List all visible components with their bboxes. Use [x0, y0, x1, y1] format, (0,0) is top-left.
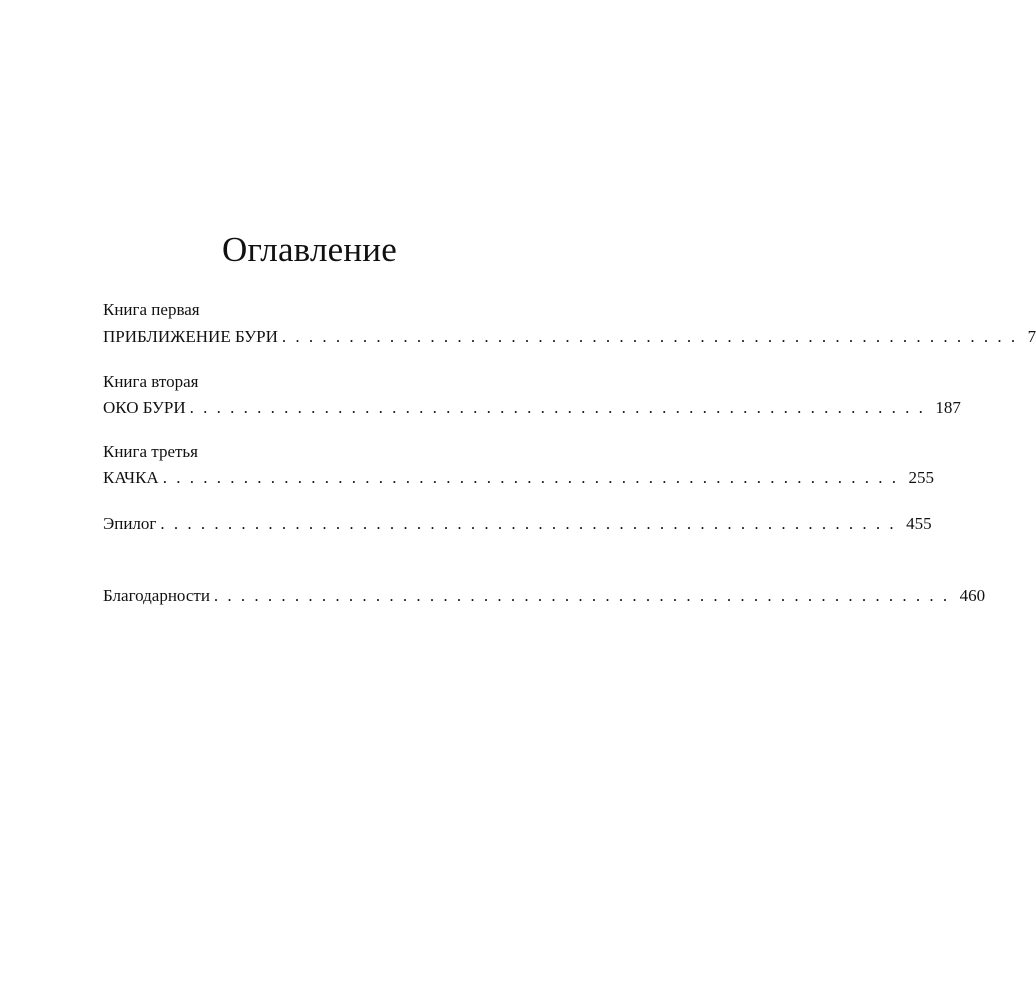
toc-entry-acknowledgements[interactable]: [103, 584, 986, 608]
page-title: Оглавление: [222, 230, 397, 269]
dot-leader: . . . . . . . . . . . . . . . . . . . . . . . . . . . . . . . . . . . . . . . . . . . . . . . . . . . . . . .: [213, 586, 950, 605]
toc-entry-title: Эпилог: [103, 514, 157, 533]
toc-entry-2[interactable]: [103, 396, 961, 420]
toc-page-number: 460: [959, 586, 986, 605]
toc-page-number: 455: [906, 514, 932, 533]
dot-leader: . . . . . . . . . . . . . . . . . . . . . . . . . . . . . . . . . . . . . . . . . . . . . . . . . . . . . . .: [160, 514, 897, 533]
book-label-1: Книга первая: [103, 300, 200, 319]
toc-entry-title: ОКО БУРИ: [103, 398, 186, 417]
toc-entry-epilogue[interactable]: [103, 512, 932, 536]
toc-entry-title: ПРИБЛИЖЕНИЕ БУРИ: [103, 327, 278, 346]
toc-entry-1[interactable]: [103, 325, 1036, 349]
dot-leader: . . . . . . . . . . . . . . . . . . . . . . . . . . . . . . . . . . . . . . . . . . . . . . . . . . . . . . .: [189, 398, 926, 417]
dot-leader: . . . . . . . . . . . . . . . . . . . . . . . . . . . . . . . . . . . . . . . . . . . . . . . . . . . . . . .: [162, 468, 899, 487]
dot-leader: . . . . . . . . . . . . . . . . . . . . . . . . . . . . . . . . . . . . . . . . . . . . . . . . . . . . . . .: [281, 327, 1018, 346]
toc-page-number: 7: [1027, 327, 1036, 346]
toc-entry-title: КАЧКА: [103, 468, 159, 487]
book-label-2: Книга вторая: [103, 372, 199, 391]
toc-page-number: 255: [908, 468, 934, 487]
toc-entry-3[interactable]: [103, 466, 934, 490]
toc-page-number: 187: [935, 398, 961, 417]
book-label-3: Книга третья: [103, 442, 198, 461]
toc-entry-title: Благодарности: [103, 586, 210, 605]
